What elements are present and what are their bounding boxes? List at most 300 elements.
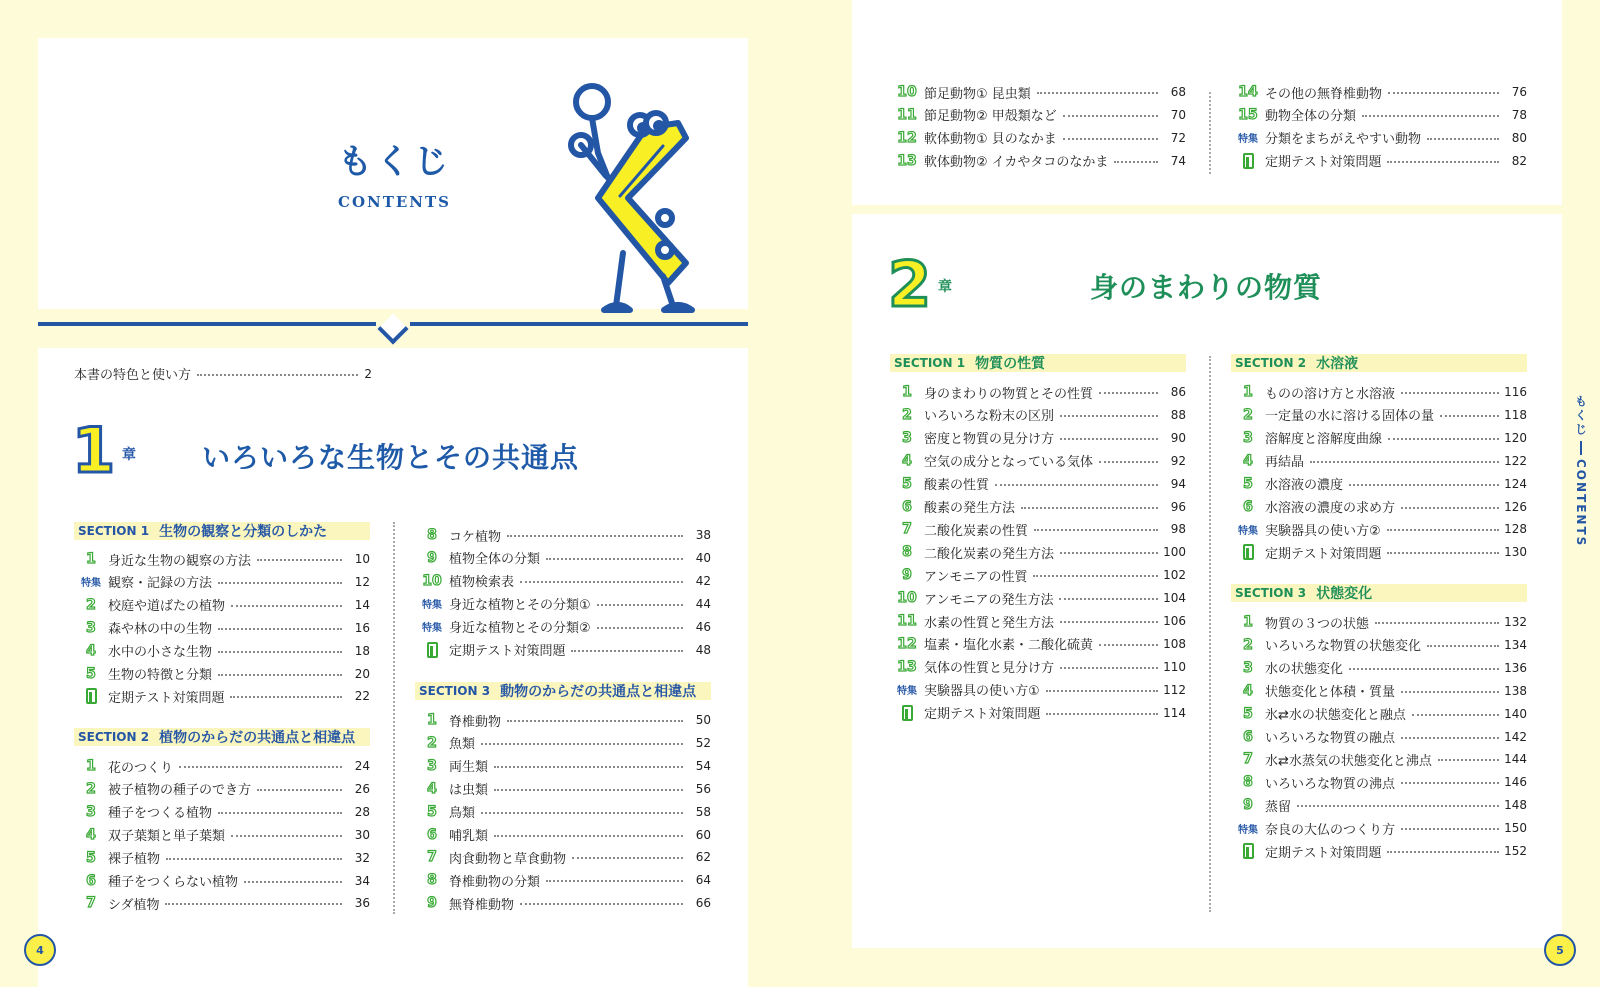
toc-entry[interactable]	[1231, 749, 1527, 769]
toc-entry[interactable]	[890, 611, 1186, 631]
page-number-left: 4	[24, 934, 56, 966]
leader-dots	[1438, 759, 1499, 761]
leader-dots	[1114, 161, 1158, 163]
entry-title: 観察・記録の方法	[108, 576, 213, 592]
entry-number: 7	[427, 849, 437, 866]
leader-dots	[1388, 92, 1499, 94]
entry-page: 26	[354, 781, 370, 796]
toc-entry[interactable]	[1231, 128, 1527, 148]
toc-entry[interactable]	[890, 428, 1186, 448]
section-name: 水溶液	[1316, 356, 1359, 372]
toc-entry[interactable]	[415, 548, 711, 568]
section-header	[415, 682, 711, 700]
entry-number: 5	[427, 803, 437, 820]
leader-dots	[507, 720, 683, 722]
entry-page: 120	[1504, 430, 1527, 445]
entry-number: 2	[1243, 406, 1253, 423]
leader-dots	[1060, 415, 1158, 417]
entry-title: いろいろな物質の状態変化	[1265, 639, 1422, 655]
entry-number: 12	[897, 129, 917, 146]
entry-title: 動物全体の分類	[1265, 109, 1357, 125]
entry-title: 氷⇄水の状態変化と融点	[1265, 708, 1406, 724]
toc-entry[interactable]	[890, 634, 1186, 654]
entry-number: 13	[897, 658, 917, 675]
leader-dots	[231, 605, 342, 607]
leader-dots	[179, 766, 342, 768]
entry-page: 102	[1163, 568, 1186, 583]
toc-entry[interactable]	[415, 756, 711, 776]
toc-entry[interactable]	[74, 549, 370, 569]
toc-entry[interactable]	[74, 618, 370, 638]
entry-page: 16	[354, 620, 370, 635]
toc-entry[interactable]	[415, 847, 711, 867]
chapter-suffix: 章	[122, 447, 136, 463]
entry-title: 水中の小さな生物	[108, 645, 213, 661]
side-tab-divider	[1580, 441, 1582, 455]
entry-title: 水溶液の濃度	[1265, 478, 1344, 494]
entry-title: 定期テスト対策問題	[1265, 546, 1382, 562]
entry-page: 62	[695, 850, 711, 865]
entry-page: 150	[1504, 821, 1527, 836]
entry-page: 72	[1170, 130, 1186, 145]
section-label: SECTION 1	[894, 356, 966, 370]
feature-badge: 特集	[422, 600, 442, 612]
toc-entry[interactable]	[890, 565, 1186, 585]
leader-dots	[1033, 575, 1158, 577]
leader-dots	[257, 559, 342, 561]
entry-title: 魚類	[449, 737, 476, 753]
entry-page: 78	[1511, 107, 1527, 122]
entry-title: 種子をつくる植物	[108, 806, 213, 822]
entry-title: は虫類	[449, 783, 489, 799]
entry-page: 48	[695, 642, 711, 657]
entry-title: 肉食動物と草食動物	[449, 851, 567, 867]
entry-page: 136	[1504, 660, 1527, 675]
leader-dots	[995, 484, 1158, 486]
entry-title: 哺乳類	[449, 829, 489, 844]
leader-dots	[1099, 461, 1158, 463]
entry-number: 1	[86, 551, 96, 567]
toc-entry[interactable]	[890, 82, 1186, 102]
entry-title: 被子植物の種子のでき方	[108, 783, 252, 799]
toc-entry[interactable]	[890, 680, 1186, 700]
section-name: 生物の観察と分類のしかた	[159, 524, 328, 540]
leader-dots	[507, 535, 683, 537]
toc-entry[interactable]	[890, 105, 1186, 125]
toc-entry[interactable]	[1231, 612, 1527, 632]
entry-number: 8	[902, 544, 912, 561]
entry-page: 28	[354, 804, 370, 819]
entry-page: 24	[354, 759, 370, 773]
entry-page: 82	[1511, 153, 1527, 168]
toc-entry[interactable]	[74, 756, 370, 776]
toc-entry[interactable]	[1231, 497, 1527, 517]
entry-title: 酸素の発生方法	[924, 501, 1016, 516]
entry-page: 142	[1504, 729, 1527, 744]
entry-number: 3	[1243, 429, 1253, 446]
entry-number: 6	[1243, 728, 1253, 745]
entry-number: 1	[902, 384, 912, 400]
entry-number: 6	[427, 826, 437, 843]
entry-page: 20	[354, 666, 370, 681]
toc-entry[interactable]	[1231, 451, 1527, 471]
chapter-number: 1	[72, 414, 116, 487]
toc-entry[interactable]	[1231, 795, 1527, 815]
entry-number: 6	[902, 498, 912, 515]
chapter-title[interactable]: いろいろな生物とその共通点	[202, 441, 580, 474]
toc-entry[interactable]	[1231, 704, 1527, 724]
toc-entry[interactable]	[74, 664, 370, 684]
entry-number: 3	[427, 757, 437, 774]
entry-title: いろいろな物質の融点	[1265, 731, 1396, 746]
toc-entry[interactable]	[1231, 841, 1527, 861]
entry-page: 128	[1504, 522, 1527, 537]
leader-dots	[494, 766, 683, 768]
entry-number: 9	[1243, 797, 1253, 814]
entry-page: 152	[1504, 844, 1527, 858]
toc-entry[interactable]	[415, 802, 711, 822]
leader-dots	[1099, 644, 1158, 646]
toc-entry[interactable]	[74, 871, 370, 891]
toc-entry[interactable]	[890, 519, 1186, 539]
entry-title: 節足動物① 昆虫類	[924, 86, 1031, 102]
toc-entry[interactable]	[415, 825, 711, 845]
section-name: 状態変化	[1316, 586, 1373, 602]
column-divider	[393, 522, 395, 914]
toc-entry[interactable]	[415, 594, 711, 614]
entry-page: 86	[1170, 385, 1186, 399]
entry-number: 4	[1243, 682, 1253, 699]
feature-badge: 特集	[1238, 824, 1258, 836]
entry-title: 二酸化炭素の発生方法	[924, 546, 1055, 562]
leader-dots	[257, 789, 342, 791]
entry-page: 40	[695, 550, 711, 565]
toc-entry[interactable]	[1231, 542, 1527, 562]
toc-entry[interactable]	[890, 151, 1186, 171]
toc-entry[interactable]	[74, 802, 370, 822]
entry-number: 6	[86, 872, 96, 889]
section-header	[890, 354, 1186, 372]
entry-page: 30	[354, 827, 370, 842]
toc-entry[interactable]	[890, 382, 1186, 402]
leader-dots	[218, 582, 342, 584]
entry-page: 50	[695, 713, 711, 727]
toc-entry[interactable]	[74, 572, 370, 592]
intro-entry[interactable]	[74, 364, 372, 383]
entry-title: 生物の特徴と分類	[108, 668, 213, 683]
entry-title: 身近な生物の観察の方法	[108, 553, 252, 569]
entry-number: 2	[86, 596, 96, 613]
leader-dots	[572, 857, 683, 859]
entry-number: 7	[1243, 751, 1253, 768]
toc-entry[interactable]	[1231, 428, 1527, 448]
entry-page: 64	[695, 873, 711, 888]
leader-dots	[1063, 138, 1158, 140]
leader-dots	[244, 881, 342, 883]
entry-number: 4	[86, 642, 96, 659]
entry-number: 8	[1243, 774, 1253, 791]
entry-page: 106	[1163, 614, 1186, 628]
toc-entry[interactable]	[890, 657, 1186, 677]
entry-page: 70	[1170, 107, 1186, 122]
entry-page: 114	[1163, 705, 1186, 720]
section-label: SECTION 3	[1235, 586, 1307, 600]
entry-number: 5	[1243, 705, 1253, 722]
toc-entry[interactable]	[1231, 151, 1527, 171]
leader-dots	[1401, 507, 1499, 509]
toc-entry[interactable]	[415, 571, 711, 591]
entry-number: 4	[902, 452, 912, 469]
entry-page: 44	[695, 596, 711, 611]
entry-page: 2	[364, 366, 372, 381]
entry-number: 2	[902, 406, 912, 423]
toc-entry[interactable]	[890, 497, 1186, 517]
toc-entry[interactable]	[74, 825, 370, 845]
toc-entry[interactable]	[74, 686, 370, 706]
entry-title: 双子葉類と単子葉類	[108, 829, 226, 845]
entry-number: 1	[1243, 384, 1253, 400]
entry-title: アンモニアの発生方法	[924, 592, 1054, 608]
side-index-tab[interactable]	[1562, 395, 1600, 547]
leader-dots	[1063, 115, 1158, 117]
entry-title: 身のまわりの物質とその性質	[924, 386, 1094, 402]
leader-dots	[1387, 529, 1499, 531]
entry-page: 100	[1163, 545, 1186, 560]
entry-page: 92	[1170, 453, 1186, 468]
entry-title: 定期テスト対策問題	[1265, 845, 1382, 861]
toc-entry[interactable]	[1231, 772, 1527, 792]
page-title: もくじ	[338, 142, 452, 182]
feature-badge: 特集	[81, 578, 101, 590]
entry-number: 9	[427, 895, 437, 912]
entry-page: 118	[1504, 407, 1527, 422]
leader-dots	[1440, 415, 1499, 417]
leader-dots	[571, 650, 683, 652]
entry-title: いろいろな粉末の区別	[924, 409, 1055, 425]
entry-page: 66	[695, 896, 711, 911]
toc-entry[interactable]	[74, 848, 370, 868]
toc-entry[interactable]	[74, 893, 370, 913]
leader-dots	[218, 812, 342, 814]
entry-title: 奈良の大仏のつくり方	[1265, 822, 1396, 838]
entry-title: その他の無脊椎動物	[1265, 86, 1383, 102]
leader-dots	[1401, 691, 1499, 693]
entry-title: 一定量の水に溶ける固体の量	[1265, 409, 1435, 425]
toc-entry[interactable]	[890, 474, 1186, 494]
leader-dots	[1401, 782, 1499, 784]
section-name: 植物のからだの共通点と相違点	[159, 730, 356, 746]
toc-entry[interactable]	[415, 617, 711, 637]
entry-title: 裸子植物	[108, 852, 161, 868]
entry-title: 実験器具の使い方②	[1265, 523, 1381, 539]
toc-entry[interactable]	[890, 405, 1186, 425]
entry-page: 140	[1504, 706, 1527, 721]
entry-number: 8	[427, 527, 437, 543]
entry-title: 両生類	[449, 760, 489, 776]
leader-dots	[1060, 552, 1158, 554]
entry-page: 54	[695, 758, 711, 773]
entry-number: 4	[1243, 452, 1253, 469]
leader-dots	[1387, 161, 1499, 163]
entry-title: 水⇄水蒸気の状態変化と沸点	[1265, 753, 1432, 769]
leader-dots	[231, 835, 342, 837]
chapter-title[interactable]: 身のまわりの物質	[1090, 271, 1323, 304]
toc-entry[interactable]	[890, 542, 1186, 562]
section-name: 物質の性質	[975, 356, 1046, 372]
entry-number: 2	[86, 780, 96, 797]
toc-entry[interactable]	[415, 870, 711, 890]
toc-entry[interactable]	[415, 893, 711, 913]
leader-dots	[1060, 667, 1158, 669]
toc-entry[interactable]	[415, 640, 711, 660]
toc-entry[interactable]	[1231, 474, 1527, 494]
feature-badge: 特集	[1238, 134, 1258, 146]
entry-page: 126	[1504, 499, 1527, 514]
mascot-illustration	[568, 78, 718, 328]
leader-dots	[1310, 461, 1499, 463]
leader-dots	[166, 858, 342, 860]
toc-entry[interactable]	[1231, 635, 1527, 655]
leader-dots	[1401, 828, 1499, 830]
entry-page: 110	[1163, 659, 1186, 674]
leader-dots	[1375, 622, 1499, 624]
leader-dots	[1037, 92, 1158, 94]
entry-title: 軟体動物② イカやタコのなかま	[924, 155, 1109, 171]
entry-title: 水素の性質と発生方法	[924, 615, 1055, 631]
leader-dots	[1099, 392, 1158, 394]
toc-entry[interactable]	[415, 525, 711, 545]
test-book-icon	[74, 688, 108, 704]
entry-title: コケ植物	[449, 529, 502, 545]
entry-number: 3	[86, 803, 96, 820]
entry-title: 実験器具の使い方①	[924, 684, 1040, 700]
entry-page: 22	[354, 689, 370, 704]
entry-page: 46	[695, 619, 711, 634]
section-name: 動物のからだの共通点と相違点	[500, 684, 697, 700]
entry-title: 定期テスト対策問題	[924, 707, 1041, 723]
entry-number: 7	[86, 895, 96, 912]
entry-number: 5	[902, 475, 912, 492]
section-label: SECTION 1	[78, 524, 150, 538]
entry-page: 34	[354, 873, 370, 888]
entry-title: 身近な植物とその分類①	[449, 598, 591, 614]
leader-dots	[546, 558, 683, 560]
toc-entry[interactable]	[415, 779, 711, 799]
column-divider	[1209, 92, 1211, 174]
leader-dots	[520, 903, 683, 905]
entry-page: 74	[1170, 153, 1186, 168]
toc-entry[interactable]	[1231, 405, 1527, 425]
toc-entry[interactable]	[890, 128, 1186, 148]
leader-dots	[1362, 115, 1499, 117]
toc-entry[interactable]	[74, 641, 370, 661]
entry-title: 本書の特色と使い方	[74, 368, 192, 383]
entry-page: 88	[1170, 407, 1186, 422]
entry-number: 3	[1243, 659, 1253, 676]
section-header	[1231, 354, 1527, 372]
leader-dots	[1427, 645, 1499, 647]
leader-dots	[1412, 714, 1499, 716]
leader-dots	[218, 651, 342, 653]
leader-dots	[494, 789, 683, 791]
toc-entry[interactable]	[1231, 727, 1527, 747]
entry-title: 種子をつくらない植物	[108, 875, 239, 890]
leader-dots	[1349, 668, 1499, 670]
feature-badge: 特集	[422, 623, 442, 635]
toc-entry[interactable]	[1231, 818, 1527, 838]
test-book-icon	[1231, 843, 1265, 859]
leader-dots	[494, 835, 683, 837]
entry-title: 空気の成分となっている気体	[924, 455, 1094, 471]
chapter-suffix: 章	[938, 279, 952, 295]
leader-dots	[481, 743, 683, 745]
feature-badge: 特集	[897, 686, 917, 698]
toc-entry[interactable]	[74, 779, 370, 799]
toc-entry[interactable]	[1231, 382, 1527, 402]
leader-dots	[1046, 690, 1158, 692]
entry-title: いろいろな物質の沸点	[1265, 776, 1396, 792]
entry-page: 96	[1170, 499, 1186, 514]
leader-dots	[1034, 529, 1158, 531]
leader-dots	[230, 696, 342, 698]
entry-page: 90	[1170, 430, 1186, 445]
entry-number: 1	[427, 712, 437, 728]
entry-title: 水の状態変化	[1265, 662, 1344, 678]
toc-entry[interactable]	[1231, 105, 1527, 125]
leader-dots	[197, 374, 358, 376]
leader-dots	[218, 674, 342, 676]
entry-page: 98	[1170, 522, 1186, 537]
toc-entry[interactable]	[1231, 658, 1527, 678]
entry-title: 密度と物質の見分け方	[924, 432, 1055, 448]
test-book-icon	[1231, 544, 1265, 560]
toc-entry[interactable]	[1231, 519, 1527, 539]
entry-number: 9	[427, 549, 437, 566]
toc-entry[interactable]	[890, 451, 1186, 471]
entry-number: 11	[897, 613, 917, 629]
toc-entry[interactable]	[890, 588, 1186, 608]
leader-dots	[1021, 507, 1158, 509]
toc-entry[interactable]	[74, 595, 370, 615]
entry-page: 76	[1511, 85, 1527, 99]
entry-title: 蒸留	[1265, 799, 1292, 815]
right-top-panel	[852, 0, 1562, 205]
entry-page: 138	[1504, 683, 1527, 698]
entry-page: 60	[695, 827, 711, 842]
toc-entry[interactable]	[415, 733, 711, 753]
entry-number: 6	[1243, 498, 1253, 515]
toc-entry[interactable]	[1231, 82, 1527, 102]
entry-number: 12	[897, 635, 917, 652]
section-header	[1231, 584, 1527, 602]
entry-number: 2	[1243, 636, 1253, 653]
entry-page: 146	[1504, 775, 1527, 790]
toc-entry[interactable]	[1231, 681, 1527, 701]
section-header	[74, 522, 370, 540]
section-label: SECTION 3	[419, 684, 491, 698]
toc-entry[interactable]	[415, 710, 711, 730]
entry-page: 144	[1504, 752, 1527, 767]
entry-page: 10	[354, 552, 370, 566]
entry-page: 94	[1170, 476, 1186, 491]
entry-number: 2	[427, 734, 437, 751]
entry-number: 8	[427, 872, 437, 889]
toc-entry[interactable]	[890, 703, 1186, 723]
entry-number: 5	[1243, 475, 1253, 492]
entry-title: 二酸化炭素の性質	[924, 523, 1029, 539]
entry-page: 52	[695, 735, 711, 750]
test-book-icon	[415, 642, 449, 658]
